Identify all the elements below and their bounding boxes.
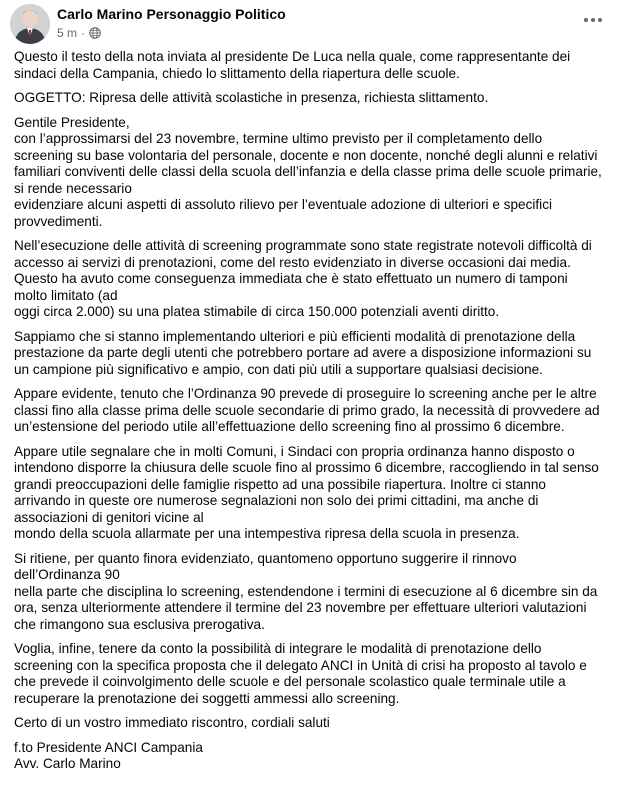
post-paragraph (14, 115, 610, 231)
post-text-line: Appare utile segnalare che in molti Comuni, i Sindaci con propria ordinanza hanno disposto o (14, 443, 575, 459)
post-text-line: intendono disporre la chiusura delle scuole fino al prossimo 6 dicembre, raccogliendo in tal senso (14, 460, 599, 475)
post-text-line: Appare evidente, tenuto che l’Ordinanza 90 prevede di proseguire lo screening anche per le altre (14, 386, 597, 401)
more-options-icon (583, 17, 603, 23)
post-text-line: si rende necessario (14, 180, 132, 196)
post-text-line: evidenziare alcuni aspetti di assoluto rilievo per l’eventuale adozione di ulteriori e specifici (14, 197, 553, 212)
post-text-line: Avv. Carlo Marino (14, 756, 121, 771)
post-text-line: arrivando in queste ore numerose segnalazioni non solo dei primi cittadini, ma anche di (14, 493, 539, 508)
post-text-line: Certo di un vostro immediato riscontro, cordiali saluti (14, 715, 330, 730)
post-text-line: classi fino alla classe prima delle scuole secondarie di primo grado, la necessità di provvedere ad (14, 402, 600, 418)
post-timestamp[interactable]: 5 m (57, 26, 78, 40)
post-text-line: Voglia, infine, tenere da conto la possibilità di integrare le modalità di prenotazione dello (14, 641, 542, 656)
author-name[interactable]: Carlo Marino Personaggio Politico (57, 6, 286, 22)
post-text-line: screening su base volontaria del personale, docente e non docente, nonché degli alunni e relativi (14, 147, 598, 163)
post-text-line: che rimangono sua esclusiva prerogativa. (14, 616, 265, 632)
post-text-line: accesso ai servizi di prenotazioni, come del resto evidenziato in diverse occasioni dai media. (14, 254, 571, 270)
more-options-button[interactable] (575, 4, 611, 36)
post-paragraph (14, 715, 610, 732)
post-text-line: associazioni di genitori vicine al (14, 509, 204, 525)
post-text-line: mondo della scuola allarmate per una intempestiva ripresa della scuola in presenza. (14, 526, 520, 541)
post-text-line: f.to Presidente ANCI Campania (14, 739, 203, 755)
post-paragraph (14, 740, 610, 773)
post-paragraph (14, 386, 610, 436)
post-paragraph (14, 90, 610, 107)
post-text-line: Si ritiene, per quanto finora evidenziato, quantomeno opportuno suggerire il rinnovo (14, 550, 517, 566)
meta-separator: · (81, 26, 86, 40)
post-text-line: ora, senza ulteriormente attendere il termine del 23 novembre per effettuare ulteriori valutazioni (14, 600, 587, 615)
post-text-line: Sappiamo che si stanno implementando ulteriori e più efficienti modalità di prenotazione della (14, 328, 576, 344)
profile-photo (10, 4, 50, 44)
post-text-line: un’estensione del periodo utile all’effettuazione dello screening fino al prossimo 6 dicembre. (14, 419, 565, 434)
post-text-line: screening con la specifica proposta che il delegato ANCI in Unità di crisi ha proposto al tavolo e (14, 657, 587, 673)
post-paragraph (14, 329, 610, 379)
post-text-line: sindaci della Campania, chiedo lo slittamento della riapertura delle scuole. (14, 65, 460, 81)
post-body (14, 49, 610, 773)
post-text-line: dell’Ordinanza 90 (14, 567, 120, 582)
avatar[interactable] (10, 4, 50, 44)
post-text-line: oggi circa 2.000) su una platea stimabile di circa 150.000 potenziali aventi diritto. (14, 304, 500, 319)
post-paragraph (14, 551, 610, 634)
post-text-line: Questo ha avuto come conseguenza immediata che è stato effettuato un numero di tamponi (14, 271, 568, 286)
post-meta (57, 25, 101, 41)
post-text-line: molto limitato (ad (14, 287, 118, 303)
post-text-line: con l’approssimarsi del 23 novembre, termine ultimo previsto per il completamento dello (14, 131, 543, 146)
post-text-line: che prevede il coinvolgimento delle scuole e del personale scolastico quale terminale utile a (14, 674, 566, 689)
post-text-line: OGGETTO: Ripresa delle attività scolastiche in presenza, richiesta slittamento. (14, 90, 489, 105)
post-text-line: recuperare la prenotazione dei soggetti ammessi allo screening. (14, 690, 400, 706)
post-text-line: Gentile Presidente, (14, 114, 130, 130)
post-text-line: prestazione da parte degli utenti che potrebbero portare ad avere a disposizione informazioni su (14, 345, 592, 360)
post-text-line: grandi preoccupazioni delle famiglie rispetto ad una possibile riapertura. Inoltre ci stanno (14, 476, 546, 492)
globe-icon[interactable] (89, 27, 101, 39)
post-text-line: nella parte che disciplina lo screening, estendendone i termini di esecuzione al 6 dicembre sin da (14, 583, 598, 599)
post-text-line: familiari conviventi delle classi della scuola dell’infanzia e della classe prima delle scuole primarie, (14, 164, 602, 179)
post-header (0, 0, 619, 46)
post-text-line: provvedimenti. (14, 213, 103, 229)
post-paragraph (14, 444, 610, 543)
post-text-line: un campione più significativo e ampio, con dati più utili a supportare qualsiasi decisione. (14, 361, 543, 377)
post-text-line: Questo il testo della nota inviata al presidente De Luca nella quale, come rappresentante dei (14, 49, 571, 64)
post-text-line: Nell’esecuzione delle attività di screening programmate sono state registrate notevoli difficoltà di (14, 238, 592, 253)
post-paragraph (14, 238, 610, 321)
post-paragraph (14, 49, 610, 82)
post-paragraph (14, 641, 610, 707)
